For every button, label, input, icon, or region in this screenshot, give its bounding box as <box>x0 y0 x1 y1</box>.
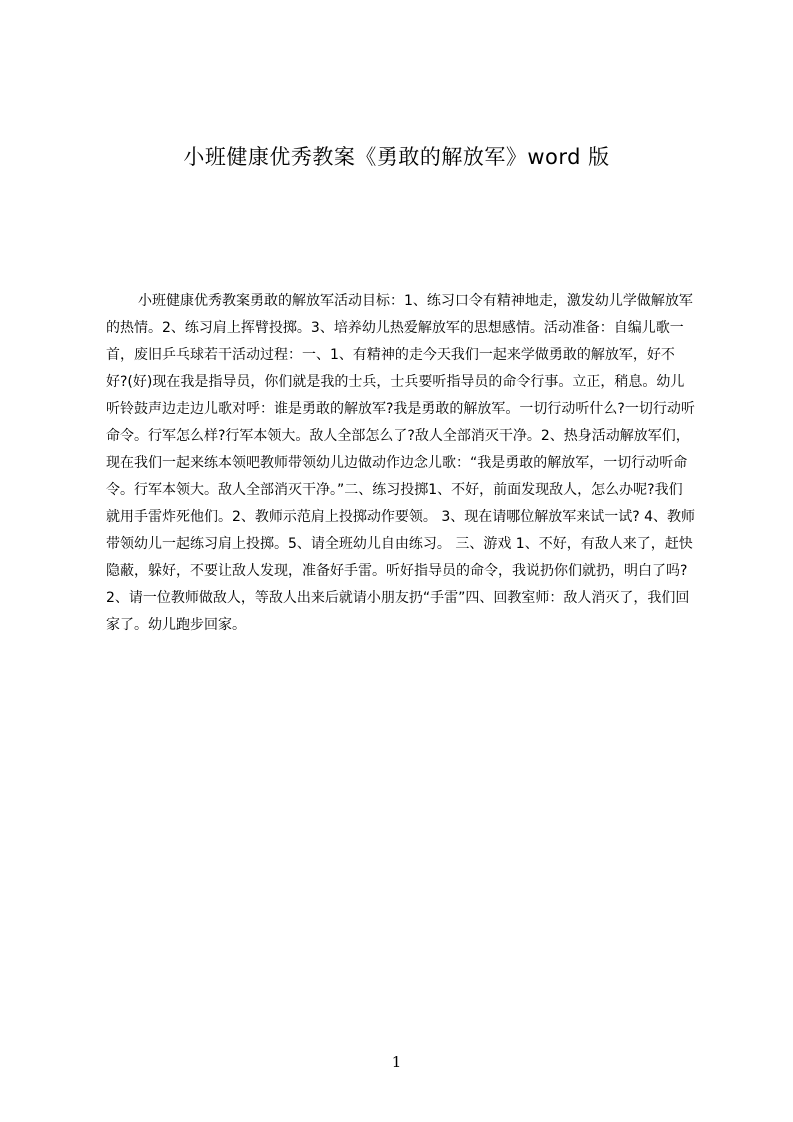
document-body-paragraph: 小班健康优秀教案勇敢的解放军活动目标：1、练习口令有精神地走，激发幼儿学做解放军的热情。2、练习肩上挥臂投掷。3、培养幼儿热爱解放军的思想感情。活动准备：自编儿歌一首，废旧乒乓球若干活动过程：一、1、有精神的走今天我们一起来学做勇敢的解放军，好不好?(好)现在我是指导员，你们就是我的士兵，士兵要听指导员的命令行事。立正，稍息。幼儿听铃鼓声边走边儿歌对呼：谁是勇敢的解放军?我是勇敢的解放军。一切行动听什么?一切行动听命令。行军怎么样?行军本领大。敌人全部怎么了?敌人全部消灭干净。2、热身活动解放军们，现在我们一起来练本领吧教师带领幼儿边做动作边念儿歌：“我是勇敢的解放军，一切行动听命令。行军本领大。敌人全部消灭干净。”二、练习投掷1、不好，前面发现敌人，怎么办呢?我们就用手雷炸死他们。2、教师示范肩上投掷动作要领。 3、现在请哪位解放军来试一试? 4、教师带领幼儿一起练习肩上投掷。5、请全班幼儿自由练习。 三、游戏 1、不好，有敌人来了，赶快隐蔽，躲好，不要让敌人发现，准备好手雷。听好指导员的命令，我说扔你们就扔，明白了吗?2、请一位教师做敌人，等敌人出来后就请小朋友扔“手雷”四、回教室师：敌人消灭了，我们回家了。幼儿跑步回家。 <box>106 293 696 633</box>
page-number: 1 <box>391 1053 402 1071</box>
document-title: 小班健康优秀教案《勇敢的解放军》word 版 <box>183 145 610 169</box>
